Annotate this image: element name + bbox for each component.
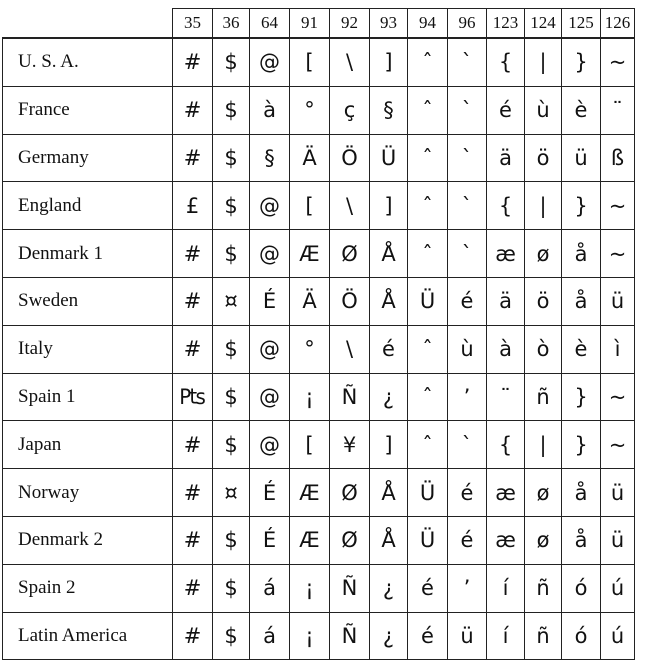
code-header: 35 — [173, 9, 213, 39]
character-cell: Å — [370, 230, 408, 278]
header-row — [3, 9, 635, 39]
character-cell: á — [250, 564, 290, 612]
table-row — [3, 564, 635, 612]
character-cell: ø — [525, 516, 562, 564]
table-row — [3, 134, 635, 182]
character-cell: æ — [487, 516, 525, 564]
character-cell: å — [562, 516, 601, 564]
character-cell: $ — [213, 421, 250, 469]
country-name: England — [3, 182, 173, 230]
character-cell: } — [562, 182, 601, 230]
character-cell: ó — [562, 612, 601, 660]
character-cell: ¿ — [370, 564, 408, 612]
character-cell: Ñ — [330, 373, 370, 421]
character-cell: ¡ — [290, 564, 330, 612]
character-cell: Ö — [330, 277, 370, 325]
character-cell: ¥ — [330, 421, 370, 469]
character-cell: Æ — [290, 516, 330, 564]
character-cell: { — [487, 182, 525, 230]
character-cell: Ö — [330, 134, 370, 182]
code-header: 36 — [213, 9, 250, 39]
character-cell: ₧ — [173, 373, 213, 421]
character-cell: ü — [601, 277, 635, 325]
character-cell: å — [562, 230, 601, 278]
country-name: Sweden — [3, 277, 173, 325]
character-cell: $ — [213, 134, 250, 182]
character-cell: @ — [250, 182, 290, 230]
character-cell: $ — [213, 612, 250, 660]
character-cell: \ — [330, 325, 370, 373]
character-cell: ` — [448, 182, 487, 230]
character-cell: Ñ — [330, 564, 370, 612]
character-cell: ü — [448, 612, 487, 660]
character-cell: ° — [290, 86, 330, 134]
character-cell: ˆ — [408, 373, 448, 421]
character-cell: ` — [448, 134, 487, 182]
country-name: Japan — [3, 421, 173, 469]
character-cell: à — [487, 325, 525, 373]
character-cell: ä — [487, 277, 525, 325]
character-cell: ˆ — [408, 182, 448, 230]
table-row — [3, 612, 635, 660]
character-cell: $ — [213, 325, 250, 373]
character-cell: ` — [448, 421, 487, 469]
international-character-set-table — [2, 8, 635, 660]
character-cell: ú — [601, 612, 635, 660]
table-row — [3, 38, 635, 86]
character-cell: Ø — [330, 230, 370, 278]
character-cell: } — [562, 38, 601, 86]
character-cell: à — [250, 86, 290, 134]
character-cell: ñ — [525, 373, 562, 421]
character-cell: ü — [601, 469, 635, 517]
character-cell: [ — [290, 421, 330, 469]
character-cell: ú — [601, 564, 635, 612]
character-cell: ] — [370, 182, 408, 230]
character-cell: # — [173, 469, 213, 517]
character-cell: á — [250, 612, 290, 660]
character-cell: ˆ — [408, 421, 448, 469]
country-name: Spain 2 — [3, 564, 173, 612]
character-cell: # — [173, 230, 213, 278]
character-cell: Æ — [290, 469, 330, 517]
character-cell: ¨ — [487, 373, 525, 421]
character-cell: Ø — [330, 516, 370, 564]
character-cell: @ — [250, 38, 290, 86]
character-cell: é — [448, 516, 487, 564]
table-row — [3, 325, 635, 373]
character-cell: Ü — [408, 516, 448, 564]
character-cell: ’ — [448, 564, 487, 612]
character-cell: $ — [213, 182, 250, 230]
character-cell: # — [173, 516, 213, 564]
character-cell: ì — [601, 325, 635, 373]
character-cell: É — [250, 516, 290, 564]
character-cell: ü — [562, 134, 601, 182]
character-cell: é — [448, 469, 487, 517]
code-header: 93 — [370, 9, 408, 39]
country-name: Italy — [3, 325, 173, 373]
code-header: 91 — [290, 9, 330, 39]
character-cell: { — [487, 38, 525, 86]
header-corner — [3, 9, 173, 39]
code-header: 125 — [562, 9, 601, 39]
character-cell: ñ — [525, 564, 562, 612]
character-cell: ~ — [601, 38, 635, 86]
character-cell: @ — [250, 421, 290, 469]
character-cell: £ — [173, 182, 213, 230]
code-header: 124 — [525, 9, 562, 39]
character-cell: ˆ — [408, 134, 448, 182]
country-name: Denmark 2 — [3, 516, 173, 564]
character-cell: ~ — [601, 373, 635, 421]
character-cell: # — [173, 134, 213, 182]
character-cell: # — [173, 38, 213, 86]
character-cell: ó — [562, 564, 601, 612]
character-cell: æ — [487, 469, 525, 517]
table-body — [3, 38, 635, 660]
character-cell: é — [487, 86, 525, 134]
character-cell: ˆ — [408, 230, 448, 278]
character-cell: § — [250, 134, 290, 182]
character-cell: { — [487, 421, 525, 469]
character-cell: è — [562, 86, 601, 134]
character-cell: Ä — [290, 277, 330, 325]
character-cell: ~ — [601, 182, 635, 230]
country-name: Latin America — [3, 612, 173, 660]
character-cell: $ — [213, 373, 250, 421]
code-header: 64 — [250, 9, 290, 39]
character-cell: # — [173, 421, 213, 469]
character-cell: ’ — [448, 373, 487, 421]
character-cell: } — [562, 373, 601, 421]
character-cell: è — [562, 325, 601, 373]
character-cell: \ — [330, 38, 370, 86]
character-cell: Å — [370, 469, 408, 517]
character-cell: ñ — [525, 612, 562, 660]
character-cell: } — [562, 421, 601, 469]
character-cell: æ — [487, 230, 525, 278]
character-cell: ˆ — [408, 86, 448, 134]
character-cell: ¤ — [213, 277, 250, 325]
character-cell: $ — [213, 516, 250, 564]
character-cell: ¡ — [290, 373, 330, 421]
table-row — [3, 277, 635, 325]
character-cell: # — [173, 325, 213, 373]
character-cell: ˆ — [408, 325, 448, 373]
character-cell: é — [408, 564, 448, 612]
character-cell: | — [525, 421, 562, 469]
character-cell: Ü — [408, 277, 448, 325]
character-cell: Å — [370, 516, 408, 564]
table-row — [3, 230, 635, 278]
character-cell: ö — [525, 277, 562, 325]
character-cell: å — [562, 469, 601, 517]
character-cell: ` — [448, 230, 487, 278]
table-row — [3, 182, 635, 230]
character-cell: ¡ — [290, 612, 330, 660]
character-cell: [ — [290, 182, 330, 230]
character-cell: Å — [370, 277, 408, 325]
table-row — [3, 469, 635, 517]
table-row — [3, 516, 635, 564]
character-cell: $ — [213, 564, 250, 612]
character-cell: ù — [448, 325, 487, 373]
character-cell: # — [173, 277, 213, 325]
character-cell: Ü — [370, 134, 408, 182]
character-cell: # — [173, 564, 213, 612]
country-name: Denmark 1 — [3, 230, 173, 278]
character-cell: ö — [525, 134, 562, 182]
character-cell: \ — [330, 182, 370, 230]
character-cell: é — [370, 325, 408, 373]
character-cell: Æ — [290, 230, 330, 278]
character-cell: @ — [250, 230, 290, 278]
code-header: 94 — [408, 9, 448, 39]
table-row — [3, 373, 635, 421]
table-row — [3, 86, 635, 134]
character-cell: É — [250, 277, 290, 325]
character-cell: ~ — [601, 421, 635, 469]
character-cell: É — [250, 469, 290, 517]
character-cell: ° — [290, 325, 330, 373]
character-cell: é — [448, 277, 487, 325]
character-cell: ] — [370, 38, 408, 86]
code-header: 96 — [448, 9, 487, 39]
character-cell: ˆ — [408, 38, 448, 86]
character-cell: $ — [213, 230, 250, 278]
code-header: 123 — [487, 9, 525, 39]
character-cell: ¤ — [213, 469, 250, 517]
character-cell: ò — [525, 325, 562, 373]
character-cell: ¿ — [370, 612, 408, 660]
character-cell: @ — [250, 325, 290, 373]
character-cell: å — [562, 277, 601, 325]
character-cell: ] — [370, 421, 408, 469]
code-header: 126 — [601, 9, 635, 39]
character-cell: Ü — [408, 469, 448, 517]
character-cell: Ñ — [330, 612, 370, 660]
character-cell: ç — [330, 86, 370, 134]
code-header: 92 — [330, 9, 370, 39]
character-cell: ¿ — [370, 373, 408, 421]
country-name: Spain 1 — [3, 373, 173, 421]
character-cell: | — [525, 182, 562, 230]
character-cell: [ — [290, 38, 330, 86]
character-cell: # — [173, 612, 213, 660]
character-cell: ` — [448, 86, 487, 134]
character-cell: ø — [525, 230, 562, 278]
character-cell: í — [487, 564, 525, 612]
country-name: U. S. A. — [3, 38, 173, 86]
character-cell: Ø — [330, 469, 370, 517]
character-cell: ø — [525, 469, 562, 517]
character-cell: é — [408, 612, 448, 660]
country-name: Norway — [3, 469, 173, 517]
character-cell: ß — [601, 134, 635, 182]
character-cell: ~ — [601, 230, 635, 278]
character-cell: ù — [525, 86, 562, 134]
table-row — [3, 421, 635, 469]
country-name: Germany — [3, 134, 173, 182]
character-cell: $ — [213, 86, 250, 134]
character-cell: $ — [213, 38, 250, 86]
character-cell: § — [370, 86, 408, 134]
character-cell: @ — [250, 373, 290, 421]
country-name: France — [3, 86, 173, 134]
character-cell: ¨ — [601, 86, 635, 134]
character-cell: # — [173, 86, 213, 134]
character-cell: Ä — [290, 134, 330, 182]
character-cell: í — [487, 612, 525, 660]
character-cell: ü — [601, 516, 635, 564]
character-cell: | — [525, 38, 562, 86]
character-cell: ä — [487, 134, 525, 182]
character-cell: ` — [448, 38, 487, 86]
